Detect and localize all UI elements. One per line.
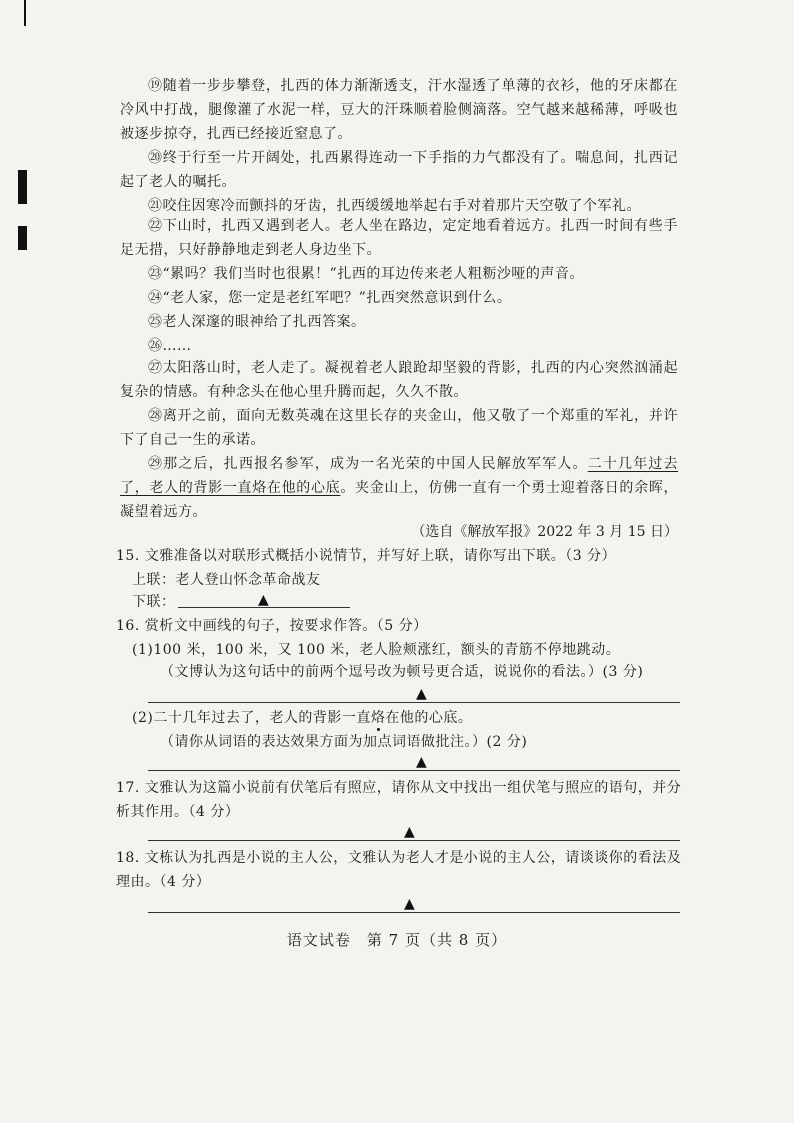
paragraph-19: ⑲随着一步步攀登，扎西的体力渐渐透支，汗水湿透了单薄的衣衫，他的牙床都在冷风中打战，腿像灌了水泥一样，豆大的汗珠顺着脸侧滴落。空气越来越稀薄，呼吸也被逐步掠夺，扎西已经接近窒息了。 bbox=[120, 78, 678, 142]
paragraph-23: ㉓“累吗？我们当时也很累！”扎西的耳边传来老人粗粝沙哑的声音。 bbox=[148, 266, 584, 282]
paragraph-27: ㉗太阳落山时，老人走了。凝视着老人踉跄却坚毅的背影，扎西的内心突然汹涌起复杂的情感。有种念头在他心里升腾而起，久久不散。 bbox=[120, 360, 678, 400]
paragraph-29-end: 。夹金山上，仿佛一直有一个勇士迎着落日的余晖，凝望着远方。 bbox=[120, 480, 679, 520]
question-17: 17. 文雅认为这篇小说前有伏笔后有照应，请你从文中找出一组伏笔与照应的语句，并分析其作用。（4 分） bbox=[116, 780, 682, 820]
question-15-lower-label: 下联： bbox=[132, 594, 176, 610]
question-16-2 bbox=[132, 706, 472, 730]
question-15: 15. 文雅准备以对联形式概括小说情节，并写好上联，请你写出下联。（3 分） bbox=[116, 548, 617, 564]
paragraph-21: ㉑咬住因寒冷而颤抖的牙齿，扎西缓缓地举起右手对着那片天空敬了个军礼。 bbox=[148, 198, 641, 214]
answer-line-18[interactable] bbox=[148, 912, 680, 913]
source-citation: （选自《解放军报》2022 年 3 月 15 日） bbox=[411, 524, 678, 540]
underlined-sentence: 二十几年过去了，老人的背影一直烙在他的心底 bbox=[120, 456, 679, 496]
paragraph-25: ㉕老人深邃的眼神给了扎西答案。 bbox=[148, 314, 366, 330]
paragraph-26: ㉖…… bbox=[148, 338, 192, 354]
paragraph-20: ⑳终于行至一片开阔处，扎西累得连动一下手指的力气都没有了。喘息间，扎西记起了老人的嘱托。 bbox=[120, 150, 678, 190]
question-16-2-requirement: （请你从词语的表达效果方面为加点词语做批注。）(2 分) bbox=[160, 734, 528, 750]
paragraph-29 bbox=[120, 452, 678, 524]
paragraph-22: ㉒下山时，扎西又遇到老人。老人坐在路边，定定地看着远方。扎西一时间有些手足无措，只好静静地走到老人身边坐下。 bbox=[120, 218, 678, 258]
answer-marker-17: ▲ bbox=[404, 824, 415, 840]
page-footer: 语文试卷 第 7 页（共 8 页） bbox=[286, 931, 508, 949]
question-16-2-end: 在他的心底。 bbox=[385, 710, 473, 726]
scan-mark-2 bbox=[18, 226, 27, 250]
paragraph-24: ㉔“老人家，您一定是老红军吧？”扎西突然意识到什么。 bbox=[148, 290, 512, 306]
answer-line-16-2[interactable] bbox=[148, 770, 680, 771]
answer-marker-18: ▲ bbox=[404, 896, 415, 912]
answer-marker-15: ▲ bbox=[258, 592, 269, 608]
paragraph-29-start: ㉙那之后，扎西报名参军，成为一名光荣的中国人民解放军军人。 bbox=[148, 456, 588, 472]
question-16-2-start: (2)二十几年过去了，老人的背影一直 bbox=[132, 710, 371, 726]
scan-mark-1 bbox=[18, 170, 27, 204]
scan-mark-top bbox=[24, 0, 26, 26]
dotted-word: 烙 bbox=[370, 710, 386, 726]
answer-line-17[interactable] bbox=[148, 840, 680, 841]
paragraph-28: ㉘离开之前，面向无数英魂在这里长存的夹金山，他又敬了一个郑重的军礼，并许下了自己一生的承诺。 bbox=[120, 408, 678, 448]
question-16-1: (1)100 米，100 米，又 100 米，老人脸颊涨红，额头的青筋不停地跳动。 bbox=[132, 642, 621, 658]
question-16: 16. 赏析文中画线的句子，按要求作答。（5 分） bbox=[116, 618, 428, 634]
answer-marker-16-2: ▲ bbox=[416, 754, 427, 770]
question-18: 18. 文栋认为扎西是小说的主人公，文雅认为老人才是小说的主人公，请谈谈你的看法及理由。（4 分） bbox=[116, 850, 682, 890]
answer-line-16-1[interactable] bbox=[148, 702, 680, 703]
question-16-1-requirement: （文博认为这句话中的前两个逗号改为顿号更合适，说说你的看法。）(3 分) bbox=[160, 664, 644, 680]
question-15-upper-couplet: 上联：老人登山怀念革命战友 bbox=[132, 572, 321, 588]
answer-marker-16-1: ▲ bbox=[416, 686, 427, 702]
